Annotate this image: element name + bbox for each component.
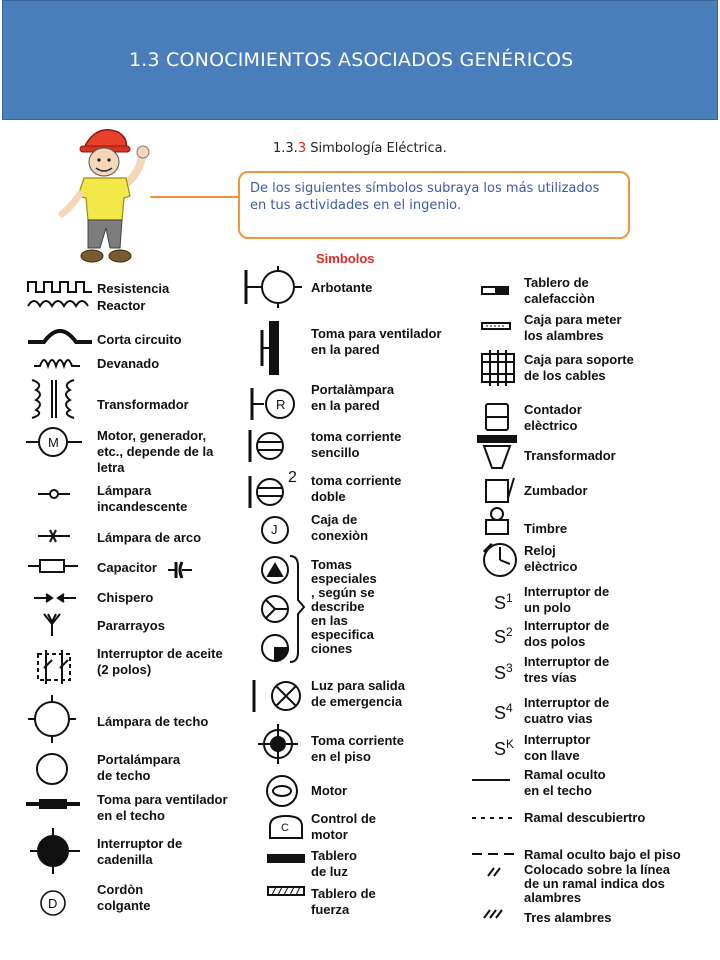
col2-label-2: Portalàmpara en la pared	[311, 382, 395, 413]
motor-col2-symbol-icon	[267, 776, 297, 806]
s4-letter: S	[494, 703, 507, 723]
col1-label-9: Chispero	[97, 590, 154, 605]
col3-label-6: Timbre	[524, 521, 568, 536]
caja-letter: J	[271, 522, 278, 537]
arbotante-symbol-icon	[246, 266, 302, 308]
interruptor-cadenilla-symbol-icon	[30, 828, 80, 874]
zumbador-symbol-icon	[486, 478, 514, 502]
col2-label-9: Motor	[311, 783, 348, 798]
col2-label-5: Caja de conexiòn	[311, 512, 369, 543]
col3-label-12: Interruptor con llave	[524, 732, 591, 763]
toma-ventilador-techo-symbol-icon	[26, 800, 80, 808]
sk-glyph	[494, 736, 514, 757]
contador-electrico-symbol-icon	[486, 404, 508, 430]
col3-label-15: Ramal oculto bajo el piso	[524, 847, 681, 862]
chispero-symbol-icon	[34, 594, 76, 602]
cordon-letter: D	[48, 896, 58, 911]
col1-label-8: Capacitor	[97, 560, 157, 575]
s2-glyph	[494, 624, 513, 645]
col3-label-2: Caja para soporte de los cables	[524, 352, 634, 383]
symbols-header: Simbolos	[316, 251, 375, 266]
s3-sup: 3	[506, 661, 513, 675]
portalampara-techo-symbol-icon	[37, 754, 67, 784]
toma-ventilador-pared-symbol-icon	[262, 322, 278, 374]
col3-label-13: Ramal oculto en el techo	[524, 767, 606, 798]
col1-label-5: Motor, generador, etc., depende de la letra	[97, 428, 214, 475]
reloj-electrico-symbol-icon	[484, 544, 516, 576]
s4-sup: 4	[506, 701, 513, 715]
s1-sup: 1	[506, 591, 513, 605]
col3-label-5: Zumbador	[524, 483, 588, 498]
col1-label-3: Devanado	[97, 356, 160, 371]
section-number: 1.3.	[273, 141, 298, 156]
s1-glyph	[494, 590, 513, 611]
col1-label-16: Cordòn colgante	[97, 882, 151, 913]
doble-number: 2	[288, 469, 297, 486]
col1-label-7: Lámpara de arco	[97, 530, 202, 545]
transformador-symbol-icon	[32, 380, 74, 418]
s3-letter: S	[494, 663, 507, 683]
col1-label-4: Transformador	[97, 397, 189, 412]
col2-label-10: Control de motor	[311, 811, 376, 842]
col1-label-12: Lámpara de techo	[97, 714, 209, 729]
devanado-symbol-icon	[34, 360, 80, 366]
col3-label-11: Interruptor de cuatro vias	[524, 695, 610, 726]
tablero-calefaccion-symbol-icon	[482, 287, 508, 294]
interruptor-aceite-symbol-icon	[38, 650, 70, 684]
lampara-techo-symbol-icon	[28, 695, 76, 743]
col2-label-12: Tablero de fuerza	[311, 886, 376, 917]
caja-soporte-cables-symbol-icon	[482, 350, 514, 386]
tres-alambres-symbol-icon	[484, 910, 502, 918]
col1-label-1: Reactor	[97, 298, 146, 313]
col1-label-14: Toma para ventilador en el techo	[97, 792, 228, 823]
col3-label-7: Reloj elèctrico	[524, 543, 578, 574]
col2-label-11: Tablero de luz	[311, 848, 357, 879]
col1-label-15: Interruptor de cadenilla	[97, 836, 183, 867]
col3-label-4: Transformador	[524, 448, 616, 463]
col3-label-14: Ramal descubiertro	[524, 810, 646, 825]
resistencia-symbol-icon	[28, 282, 92, 292]
col3-label-8: Interruptor de un polo	[524, 584, 610, 615]
instruction-callout: De los siguientes símbolos subraya los más utilizados en tus actividades en el ingenio.	[238, 171, 630, 239]
tablero-luz-symbol-icon	[268, 855, 304, 862]
motor-letter: M	[48, 435, 59, 450]
toma-corriente-doble-symbol-icon	[250, 476, 283, 508]
s2-sup: 2	[506, 625, 513, 639]
s2-letter: S	[494, 627, 507, 647]
section-number-highlight: 3	[297, 141, 307, 156]
col3-label-17: Tres alambres	[524, 910, 612, 925]
col3-label-9: Interruptor de dos polos	[524, 618, 610, 649]
col2-label-0: Arbotante	[311, 280, 373, 295]
portalampara-letter: R	[276, 397, 286, 412]
pararrayos-symbol-icon	[44, 614, 60, 636]
col1-label-11: Interruptor de aceite (2 polos)	[97, 646, 223, 677]
page-title: 1.3 CONOCIMIENTOS ASOCIADOS GENÉRICOS	[129, 49, 574, 71]
col2-label-1: Toma para ventilador en la pared	[311, 326, 442, 357]
sk-sup: K	[506, 737, 515, 751]
lampara-arco-symbol-icon	[38, 530, 70, 542]
sk-letter: S	[494, 739, 507, 759]
corta-circuito-symbol-icon	[28, 331, 92, 342]
col3-label-16: Colocado sobre la línea de un ramal indica dos alambres	[524, 862, 670, 905]
caja-meter-alambres-symbol-icon	[482, 323, 510, 329]
col3-label-0: Tablero de calefacciòn	[524, 275, 595, 306]
col2-label-6: Tomas especiales , según se describe en las especifica ciones	[311, 557, 377, 656]
tomas-especiales-symbol-icon	[262, 556, 304, 662]
portalampara-pared-symbol-icon	[252, 388, 294, 420]
reactor-symbol-icon	[28, 301, 88, 306]
transformador-col3-symbol-icon	[478, 436, 516, 468]
toma-corriente-piso-symbol-icon	[258, 724, 298, 764]
col1-label-2: Corta circuito	[97, 332, 182, 347]
col1-label-10: Pararrayos	[97, 618, 165, 633]
col2-label-4: toma corriente doble	[311, 473, 402, 504]
col3-label-1: Caja para meter los alambres	[524, 312, 622, 343]
col2-label-7: Luz para salida de emergencia	[311, 678, 405, 709]
col1-label-6: Lámpara incandescente	[97, 483, 188, 514]
tablero-fuerza-symbol-icon	[268, 887, 304, 895]
toma-corriente-sencillo-symbol-icon	[250, 430, 283, 462]
s3-glyph	[494, 660, 513, 681]
col3-label-10: Interruptor de tres vías	[524, 654, 610, 685]
section-title: Simbología Eléctrica.	[306, 141, 447, 156]
luz-salida-emergencia-symbol-icon	[254, 680, 300, 712]
timbre-symbol-icon	[486, 508, 508, 534]
s4-glyph	[494, 700, 513, 721]
col1-label-13: Portalámpara de techo	[97, 752, 181, 783]
lampara-incandescente-symbol-icon	[38, 490, 70, 498]
col2-label-3: toma corriente sencillo	[311, 429, 402, 460]
s1-letter: S	[494, 593, 507, 613]
col2-label-8: Toma corriente en el piso	[311, 733, 404, 764]
control-letter: C	[281, 822, 289, 834]
col1-label-0: Resistencia	[97, 281, 170, 296]
col3-label-3: Contador elèctrico	[524, 402, 582, 433]
dos-alambres-symbol-icon	[488, 868, 500, 876]
